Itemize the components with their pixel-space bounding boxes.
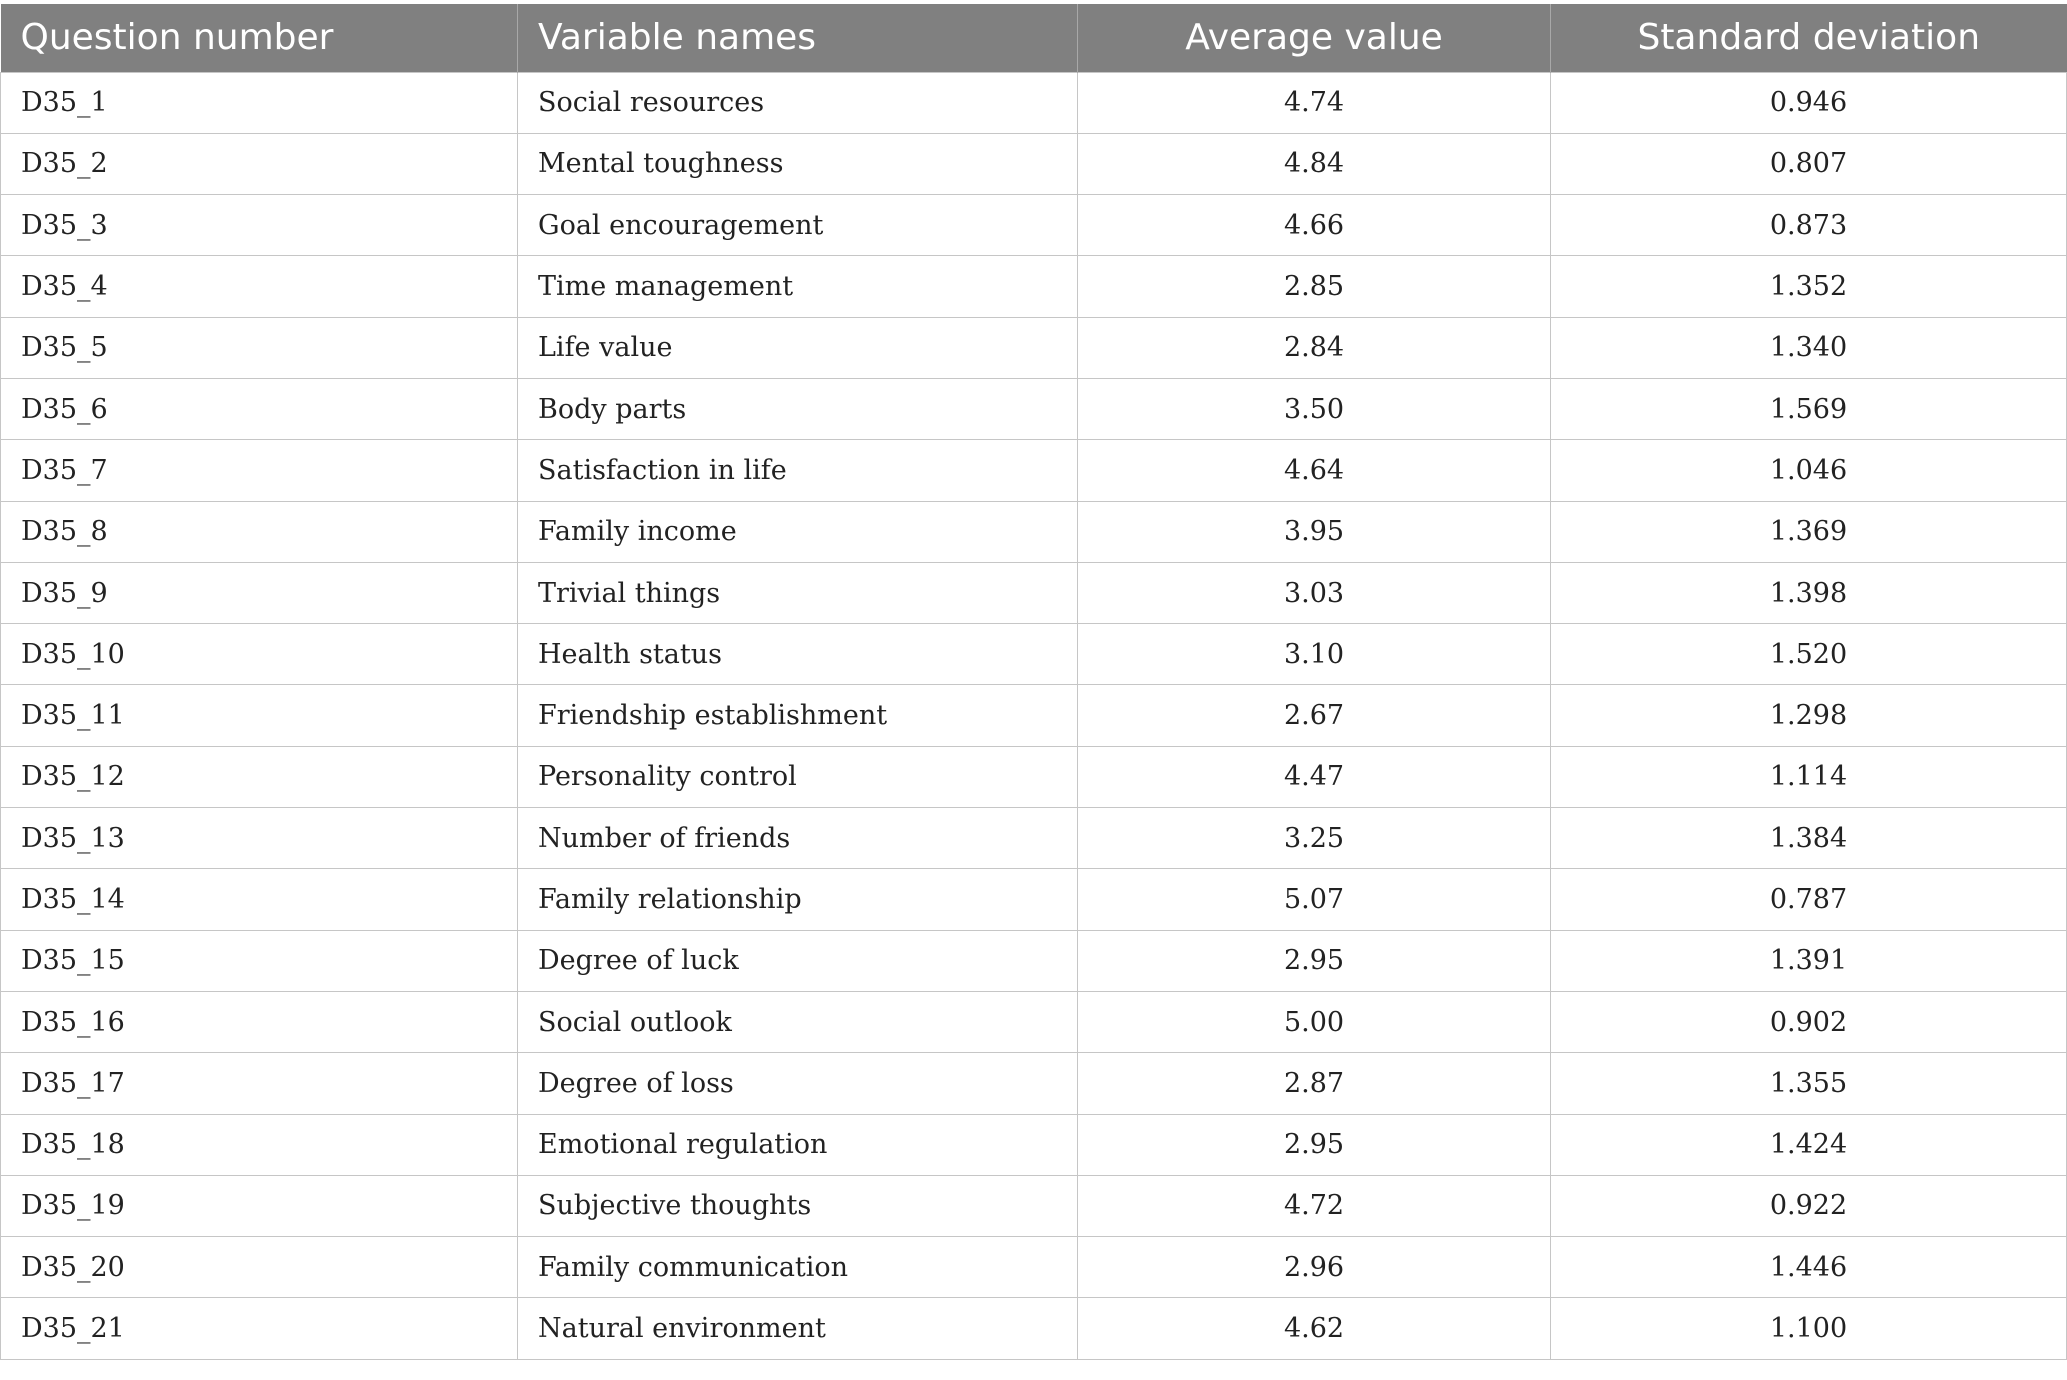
table-row — [1, 1175, 2067, 1236]
cell-average-value: 3.25 — [1078, 808, 1551, 869]
table-row — [1, 1298, 2067, 1359]
cell-average-value: 4.74 — [1078, 72, 1551, 133]
header-average-value: Average value — [1078, 4, 1551, 72]
cell-standard-deviation: 1.114 — [1551, 746, 2067, 807]
cell-standard-deviation: 1.100 — [1551, 1298, 2067, 1359]
cell-variable-name: Friendship establishment — [518, 685, 1078, 746]
cell-standard-deviation: 1.046 — [1551, 440, 2067, 501]
table-row — [1, 317, 2067, 378]
table-row — [1, 624, 2067, 685]
cell-variable-name: Family income — [518, 501, 1078, 562]
table-header — [1, 4, 2067, 72]
cell-variable-name: Family relationship — [518, 869, 1078, 930]
cell-standard-deviation: 0.787 — [1551, 869, 2067, 930]
cell-variable-name: Health status — [518, 624, 1078, 685]
cell-average-value: 2.84 — [1078, 317, 1551, 378]
cell-variable-name: Social resources — [518, 72, 1078, 133]
table-row — [1, 746, 2067, 807]
table-row — [1, 378, 2067, 439]
cell-question-number: D35_5 — [1, 317, 518, 378]
cell-average-value: 2.95 — [1078, 1114, 1551, 1175]
cell-average-value: 4.64 — [1078, 440, 1551, 501]
cell-average-value: 2.85 — [1078, 256, 1551, 317]
cell-question-number: D35_7 — [1, 440, 518, 501]
table-row — [1, 869, 2067, 930]
cell-average-value: 3.50 — [1078, 378, 1551, 439]
cell-standard-deviation: 1.298 — [1551, 685, 2067, 746]
cell-standard-deviation: 1.569 — [1551, 378, 2067, 439]
cell-variable-name: Family communication — [518, 1237, 1078, 1298]
cell-variable-name: Personality control — [518, 746, 1078, 807]
table-row — [1, 256, 2067, 317]
cell-standard-deviation: 1.355 — [1551, 1053, 2067, 1114]
cell-question-number: D35_2 — [1, 133, 518, 194]
table-row — [1, 930, 2067, 991]
header-variable-names: Variable names — [518, 4, 1078, 72]
cell-standard-deviation: 1.384 — [1551, 808, 2067, 869]
cell-average-value: 2.95 — [1078, 930, 1551, 991]
cell-variable-name: Time management — [518, 256, 1078, 317]
cell-average-value: 4.84 — [1078, 133, 1551, 194]
cell-variable-name: Goal encouragement — [518, 195, 1078, 256]
cell-question-number: D35_21 — [1, 1298, 518, 1359]
statistics-table — [0, 4, 2067, 1360]
cell-variable-name: Degree of loss — [518, 1053, 1078, 1114]
header-row — [1, 4, 2067, 72]
cell-average-value: 4.72 — [1078, 1175, 1551, 1236]
cell-variable-name: Social outlook — [518, 991, 1078, 1052]
cell-variable-name: Satisfaction in life — [518, 440, 1078, 501]
cell-standard-deviation: 0.922 — [1551, 1175, 2067, 1236]
cell-standard-deviation: 0.873 — [1551, 195, 2067, 256]
table-row — [1, 1237, 2067, 1298]
cell-average-value: 2.87 — [1078, 1053, 1551, 1114]
cell-variable-name: Natural environment — [518, 1298, 1078, 1359]
cell-question-number: D35_20 — [1, 1237, 518, 1298]
table-container — [0, 4, 2067, 1360]
cell-standard-deviation: 1.340 — [1551, 317, 2067, 378]
cell-standard-deviation: 0.807 — [1551, 133, 2067, 194]
cell-question-number: D35_6 — [1, 378, 518, 439]
cell-question-number: D35_9 — [1, 562, 518, 623]
table-row — [1, 1053, 2067, 1114]
table-row — [1, 440, 2067, 501]
cell-question-number: D35_18 — [1, 1114, 518, 1175]
table-row — [1, 991, 2067, 1052]
cell-standard-deviation: 1.520 — [1551, 624, 2067, 685]
table-row — [1, 133, 2067, 194]
cell-standard-deviation: 1.446 — [1551, 1237, 2067, 1298]
cell-question-number: D35_13 — [1, 808, 518, 869]
cell-average-value: 3.10 — [1078, 624, 1551, 685]
cell-average-value: 2.67 — [1078, 685, 1551, 746]
table-row — [1, 685, 2067, 746]
cell-variable-name: Emotional regulation — [518, 1114, 1078, 1175]
cell-variable-name: Mental toughness — [518, 133, 1078, 194]
cell-average-value: 4.62 — [1078, 1298, 1551, 1359]
cell-variable-name: Degree of luck — [518, 930, 1078, 991]
cell-variable-name: Trivial things — [518, 562, 1078, 623]
cell-variable-name: Life value — [518, 317, 1078, 378]
table-row — [1, 808, 2067, 869]
cell-average-value: 3.03 — [1078, 562, 1551, 623]
cell-standard-deviation: 1.352 — [1551, 256, 2067, 317]
cell-standard-deviation: 0.946 — [1551, 72, 2067, 133]
cell-standard-deviation: 1.424 — [1551, 1114, 2067, 1175]
cell-question-number: D35_10 — [1, 624, 518, 685]
cell-question-number: D35_15 — [1, 930, 518, 991]
cell-standard-deviation: 1.369 — [1551, 501, 2067, 562]
cell-question-number: D35_1 — [1, 72, 518, 133]
cell-average-value: 2.96 — [1078, 1237, 1551, 1298]
cell-variable-name: Subjective thoughts — [518, 1175, 1078, 1236]
cell-variable-name: Body parts — [518, 378, 1078, 439]
cell-variable-name: Number of friends — [518, 808, 1078, 869]
cell-question-number: D35_19 — [1, 1175, 518, 1236]
cell-average-value: 5.00 — [1078, 991, 1551, 1052]
cell-average-value: 4.47 — [1078, 746, 1551, 807]
cell-question-number: D35_16 — [1, 991, 518, 1052]
cell-average-value: 3.95 — [1078, 501, 1551, 562]
table-row — [1, 72, 2067, 133]
cell-standard-deviation: 1.398 — [1551, 562, 2067, 623]
header-question-number: Question number — [1, 4, 518, 72]
cell-question-number: D35_11 — [1, 685, 518, 746]
cell-question-number: D35_17 — [1, 1053, 518, 1114]
table-row — [1, 562, 2067, 623]
cell-average-value: 5.07 — [1078, 869, 1551, 930]
cell-standard-deviation: 1.391 — [1551, 930, 2067, 991]
table-row — [1, 195, 2067, 256]
header-standard-deviation: Standard deviation — [1551, 4, 2067, 72]
cell-question-number: D35_14 — [1, 869, 518, 930]
cell-question-number: D35_3 — [1, 195, 518, 256]
table-row — [1, 501, 2067, 562]
cell-standard-deviation: 0.902 — [1551, 991, 2067, 1052]
table-body — [1, 72, 2067, 1359]
cell-question-number: D35_12 — [1, 746, 518, 807]
table-row — [1, 1114, 2067, 1175]
cell-question-number: D35_4 — [1, 256, 518, 317]
cell-question-number: D35_8 — [1, 501, 518, 562]
cell-average-value: 4.66 — [1078, 195, 1551, 256]
